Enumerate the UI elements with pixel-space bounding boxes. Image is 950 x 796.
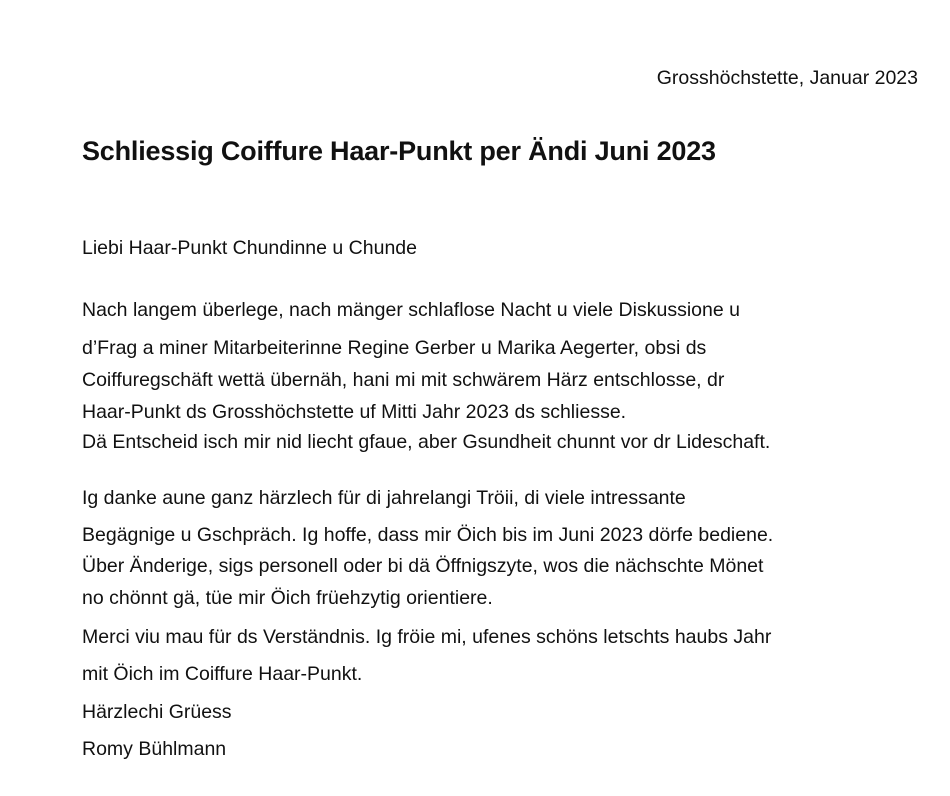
paragraph-1-line-1: Nach langem überlege, nach mänger schlaflose Nacht u viele Diskussione u (82, 299, 740, 321)
paragraph-1-line-3: Coiffuregschäft wettä übernäh, hani mi mit schwärem Härz entschlosse, dr (82, 369, 725, 391)
paragraph-1-line-2: d’Frag a miner Mitarbeiterinne Regine Gerber u Marika Aegerter, obsi ds (82, 337, 707, 359)
place-date: Grosshöchstette, Januar 2023 (656, 67, 918, 89)
paragraph-2-line-3: Über Änderige, sigs personell oder bi dä Öffnigszyte, wos die nächschte Mönet (82, 555, 764, 577)
paragraph-3-line-1: Merci viu mau für ds Verständnis. Ig fröie mi, ufenes schöns letschts haubs Jahr (82, 626, 772, 648)
paragraph-1-line-4: Haar-Punkt ds Grosshöchstette uf Mitti Jahr 2023 ds schliesse. (82, 401, 627, 423)
paragraph-1-line-5: Dä Entscheid isch mir nid liecht gfaue, aber Gsundheit chunnt vor dr Lideschaft. (82, 431, 771, 453)
closing: Härzlechi Grüess (82, 701, 232, 723)
letter-title: Schliessig Coiffure Haar-Punkt per Ändi Juni 2023 (82, 136, 716, 166)
paragraph-2-line-1: Ig danke aune ganz härzlech für di jahrelangi Tröii, di viele intressante (82, 487, 686, 509)
paragraph-2-line-4: no chönnt gä, tüe mir Öich früehzytig orientiere. (82, 587, 493, 609)
paragraph-2-line-2: Begägnige u Gschpräch. Ig hoffe, dass mir Öich bis im Juni 2023 dörfe bediene. (82, 524, 774, 546)
salutation: Liebi Haar-Punkt Chundinne u Chunde (82, 237, 417, 259)
paragraph-3-line-2: mit Öich im Coiffure Haar-Punkt. (82, 663, 363, 685)
signature: Romy Bühlmann (82, 738, 227, 760)
